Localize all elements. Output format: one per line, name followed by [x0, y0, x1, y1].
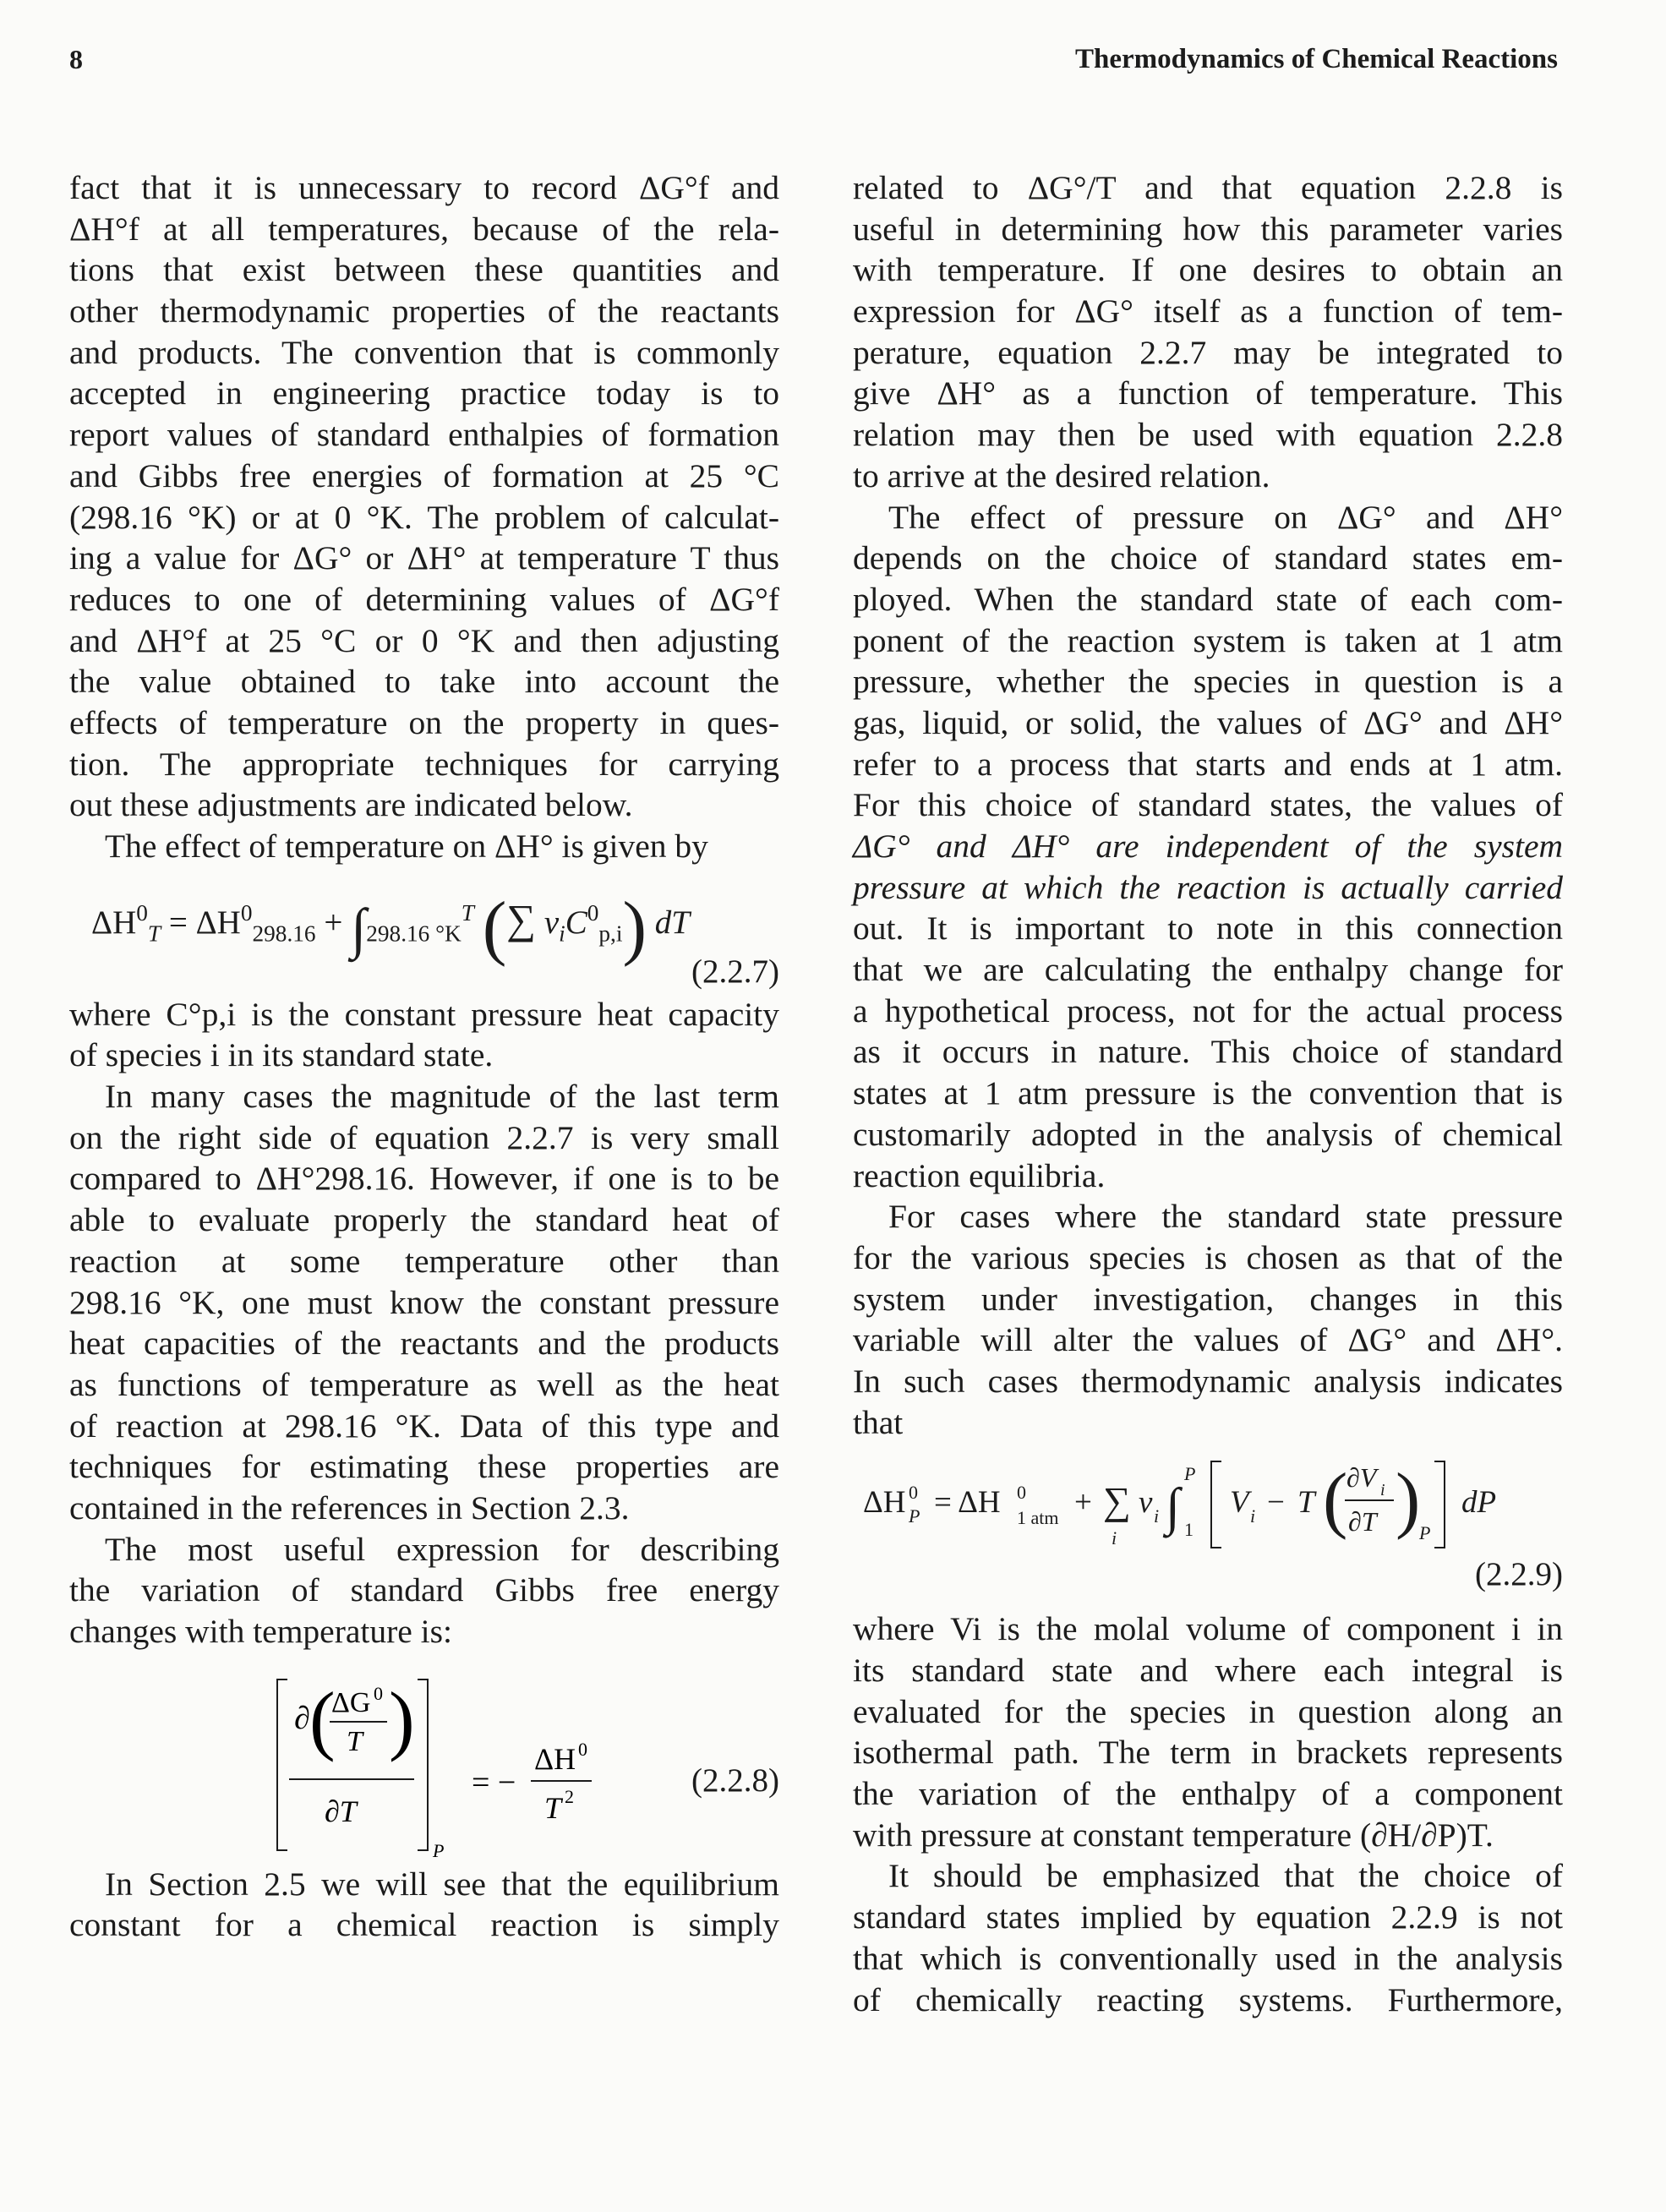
- text-line: and Gibbs free energies of formation at 25 °C: [69, 456, 779, 494]
- text-line: out these adjustments are indicated below.: [69, 786, 633, 824]
- text-line: where Vi is the molal volume of component i in: [853, 1610, 1563, 1648]
- text-line: ployed. When the standard state of each com-: [853, 580, 1563, 618]
- italic-text-line: pressure at which the reaction is actually carried: [853, 868, 1563, 906]
- equation-number: (2.2.7): [691, 953, 779, 990]
- paragraph-8: [853, 1196, 1563, 1443]
- text-line: ponent of the reaction system is taken at 1 atm: [853, 621, 1563, 659]
- svg-text:∑: ∑: [1103, 1479, 1131, 1523]
- equation-2-2-8: [69, 1652, 779, 1864]
- text-line: and products. The convention that is commonly: [69, 333, 779, 371]
- text-line: the value obtained to take into account the: [69, 663, 779, 701]
- paragraph-7: [853, 497, 1563, 1197]
- text-line: with temperature. If one desires to obtain an: [853, 251, 1563, 289]
- paragraph-9: [853, 1608, 1563, 1855]
- text-line: of reaction at 298.16 °K. Data of this type and: [69, 1406, 779, 1445]
- text-line: effects of temperature on the property in ques-: [69, 703, 779, 741]
- text-line: The effect of temperature on ΔH° is given by: [105, 827, 708, 865]
- pressure-integral-graphic: [853, 1446, 1563, 1556]
- svg-text:1: 1: [1184, 1519, 1194, 1541]
- svg-text:∂T: ∂T: [1348, 1506, 1377, 1537]
- equation-number: (2.2.8): [691, 1761, 779, 1799]
- paragraph-4: [69, 1529, 779, 1652]
- svg-text:(: (: [309, 1675, 336, 1762]
- svg-text:0: 0: [909, 1482, 918, 1504]
- paragraph-6: [853, 167, 1563, 497]
- text-line: For cases where the standard state pressure: [888, 1198, 1563, 1236]
- text-line: perature, equation 2.2.7 may be integrated to: [853, 333, 1563, 371]
- svg-text:T: T: [544, 1790, 562, 1825]
- page-header: [69, 44, 1558, 86]
- text-line: standard states implied by equation 2.2.9 is not: [853, 1898, 1563, 1936]
- text-line: 298.16 °K, one must know the constant pressure: [69, 1283, 779, 1321]
- text-line: for the various species is chosen as that of the: [853, 1238, 1563, 1276]
- svg-text:i: i: [1112, 1527, 1117, 1549]
- text-line: that: [853, 1403, 904, 1441]
- text-line: expression for ΔG° itself as a function of tem-: [853, 292, 1563, 330]
- svg-text:∫: ∫: [1166, 1478, 1180, 1537]
- text-line: depends on the choice of standard states em-: [853, 539, 1563, 577]
- text-line: It should be emphasized that the choice of: [888, 1857, 1563, 1895]
- text-line: fact that it is unnecessary to record ΔG°f and: [69, 169, 779, 206]
- right-column: [853, 167, 1563, 2020]
- svg-text:): ): [1396, 1459, 1421, 1542]
- text-line: tions that exist between these quantities and: [69, 251, 779, 289]
- text-line: the variation of standard Gibbs free energy: [69, 1571, 779, 1609]
- text-line: that which is conventionally used in the analysis: [853, 1939, 1563, 1977]
- equation-2-2-9: [853, 1443, 1563, 1608]
- text-line: heat capacities of the reactants and the products: [69, 1324, 779, 1363]
- text-line: related to ΔG°/T and that equation 2.2.8 is: [853, 169, 1563, 206]
- running-head: Thermodynamics of Chemical Reactions: [1074, 44, 1558, 74]
- svg-text:i: i: [1250, 1505, 1256, 1527]
- text-line: the variation of the enthalpy of a component: [853, 1775, 1563, 1813]
- text-line: able to evaluate properly the standard heat of: [69, 1201, 779, 1239]
- paragraph-10: [853, 1855, 1563, 2020]
- text-line: refer to a process that starts and ends at 1 atm.: [853, 745, 1563, 783]
- svg-text:i: i: [1380, 1481, 1385, 1500]
- text-line: other thermodynamic properties of the reactants: [69, 292, 779, 330]
- text-line: reduces to one of determining values of ΔG°f: [69, 580, 779, 618]
- page-number: 8: [69, 44, 83, 74]
- text-line: evaluated for the species in question along an: [853, 1692, 1563, 1730]
- svg-text:∂T: ∂T: [325, 1794, 357, 1828]
- text-line: constant for a chemical reaction is simply: [69, 1906, 779, 1944]
- text-line: changes with temperature is:: [69, 1613, 452, 1650]
- text-line: ing a value for ΔG° or ΔH° at temperature T thus: [69, 539, 779, 577]
- text-line: where C°p,i is the constant pressure heat capacity: [69, 995, 779, 1033]
- svg-text:ΔH: ΔH: [534, 1741, 576, 1776]
- svg-text:∂V: ∂V: [1346, 1462, 1377, 1494]
- text-line: reaction at some temperature other than: [69, 1242, 779, 1280]
- text-line: In Section 2.5 we will see that the equilibrium: [105, 1865, 779, 1903]
- svg-text:−: −: [1267, 1485, 1285, 1521]
- text-line: a hypothetical process, not for the actual process: [853, 991, 1563, 1030]
- svg-text:T: T: [347, 1725, 363, 1757]
- italic-text-line: ΔG° and ΔH° are independent of the system: [853, 827, 1563, 865]
- svg-text:ΔG: ΔG: [331, 1686, 371, 1718]
- text-line: For this choice of standard states, the values of: [853, 786, 1563, 824]
- equation-2-2-7: $\Delta H^0_T = \Delta H^0_{298.16} + \int_{298.16 ^\circ K}^T$ (∑ $\nu_iC^0_{p,i}$) dT (2.2.7): [69, 867, 779, 994]
- text-line: variable will alter the values of ΔG° and ΔH°.: [853, 1321, 1563, 1359]
- svg-text:dP: dP: [1461, 1485, 1497, 1521]
- text-line: on the right side of equation 2.2.7 is very small: [69, 1118, 779, 1156]
- equation-number: (2.2.9): [1475, 1556, 1563, 1593]
- svg-text:1 atm: 1 atm: [1017, 1507, 1059, 1529]
- text-line: its standard state and where each integral is: [853, 1652, 1563, 1689]
- text-line: to arrive at the desired relation.: [853, 456, 1270, 494]
- text-line: give ΔH° as a function of temperature. This: [853, 374, 1563, 412]
- svg-text:0: 0: [578, 1738, 587, 1760]
- svg-text:0: 0: [374, 1682, 383, 1704]
- paragraph-3: [69, 1076, 779, 1529]
- text-line: as it occurs in nature. This choice of standard: [853, 1033, 1563, 1071]
- svg-text:= −: = −: [472, 1764, 516, 1800]
- text-line: techniques for estimating these properties are: [69, 1448, 779, 1486]
- svg-text:P: P: [433, 1839, 445, 1861]
- text-line: relation may then be used with equation 2.2.8: [853, 416, 1563, 454]
- text-line: gas, liquid, or solid, the values of ΔG° and ΔH°: [853, 703, 1563, 741]
- text-line: as functions of temperature as well as the heat: [69, 1365, 779, 1403]
- text-line: of chemically reacting systems. Furthermore,: [853, 1980, 1563, 2018]
- text-line: system under investigation, changes in this: [853, 1280, 1563, 1318]
- svg-text:T: T: [1297, 1485, 1315, 1521]
- svg-text:): ): [389, 1675, 415, 1762]
- derivative-fraction-graphic: [272, 1669, 695, 1864]
- svg-text:P: P: [1184, 1463, 1196, 1485]
- text-line: In such cases thermodynamic analysis indicates: [853, 1362, 1563, 1400]
- svg-text:ΔH: ΔH: [863, 1485, 906, 1521]
- text-line: contained in the references in Section 2.3.: [69, 1488, 630, 1527]
- svg-text:+: +: [1074, 1485, 1092, 1521]
- text-line: isothermal path. The term in brackets represents: [853, 1734, 1563, 1772]
- text-line: out. It is important to note in this connection: [853, 909, 1563, 948]
- text-line: ΔH°f at all temperatures, because of the rela-: [69, 210, 779, 248]
- text-line: customarily adopted in the analysis of chemical: [853, 1115, 1563, 1153]
- svg-text:2: 2: [565, 1785, 574, 1807]
- text-line: (298.16 °K) or at 0 °K. The problem of calculat-: [69, 498, 779, 536]
- text-line: reaction equilibria.: [853, 1156, 1106, 1194]
- svg-text:(: (: [1323, 1459, 1348, 1542]
- text-line: with pressure at constant temperature (∂H/∂P)T.: [853, 1816, 1494, 1854]
- text-line: useful in determining how this parameter varies: [853, 210, 1563, 248]
- paragraph-1: [69, 167, 779, 826]
- svg-text:= ΔH: = ΔH: [934, 1485, 1001, 1521]
- text-line: tion. The appropriate techniques for carrying: [69, 745, 779, 783]
- text-line: pressure, whether the species in question is a: [853, 663, 1563, 701]
- svg-text:V: V: [1230, 1485, 1249, 1521]
- left-column: [69, 167, 779, 1946]
- paragraph-5: [69, 1864, 779, 1946]
- svg-text:ν: ν: [1139, 1485, 1153, 1521]
- text-line: states at 1 atm pressure is the convention that is: [853, 1074, 1563, 1112]
- text-line: In many cases the magnitude of the last term: [105, 1078, 779, 1116]
- svg-text:P: P: [909, 1505, 920, 1527]
- text-line: report values of standard enthalpies of formation: [69, 416, 779, 454]
- text-line: and ΔH°f at 25 °C or 0 °K and then adjusting: [69, 621, 779, 659]
- svg-text:P: P: [1419, 1522, 1431, 1544]
- text-line: The most useful expression for describing: [105, 1530, 779, 1568]
- text-line: that we are calculating the enthalpy change for: [853, 951, 1563, 989]
- text-line: compared to ΔH°298.16. However, if one is to be: [69, 1160, 779, 1198]
- svg-text:0: 0: [1017, 1482, 1026, 1504]
- text-line: accepted in engineering practice today is to: [69, 374, 779, 412]
- svg-text:i: i: [1154, 1505, 1160, 1527]
- text-line: The effect of pressure on ΔG° and ΔH°: [888, 498, 1563, 536]
- svg-text:∂: ∂: [294, 1700, 310, 1736]
- text-line: of species i in its standard state.: [69, 1036, 494, 1074]
